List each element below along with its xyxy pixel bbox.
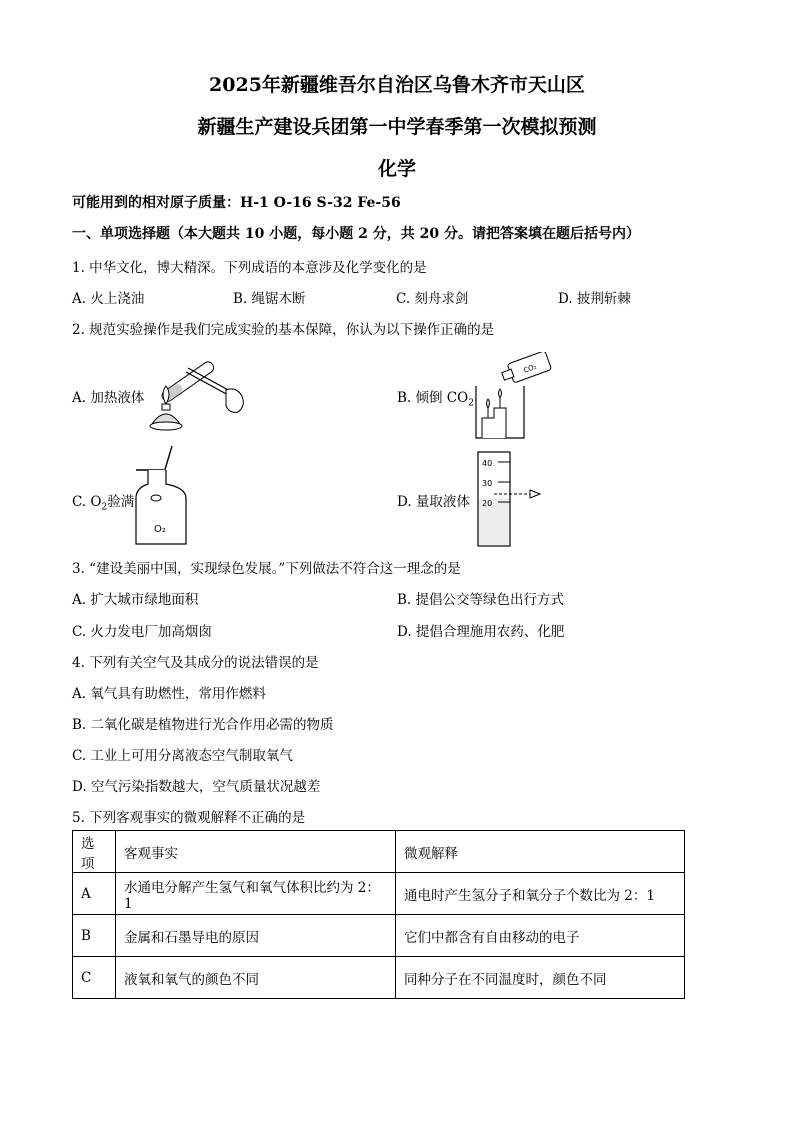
q2-option-d: D. 量取液体: [397, 494, 470, 510]
heating-liquid-figure: [146, 346, 250, 434]
question-3-stem: 3. “建设美丽中国，实现绿色发展。”下列做法不符合这一理念的是: [72, 561, 461, 577]
title-line-2: 新疆生产建设兵团第一中学春季第一次模拟预测: [197, 116, 597, 138]
question-4-stem: 4. 下列有关空气及其成分的说法错误的是: [72, 655, 319, 671]
table-row: [73, 873, 685, 915]
q4-option-b: B. 二氧化碳是植物进行光合作用必需的物质: [72, 717, 334, 733]
cylinder-tick-40: 40: [482, 459, 493, 468]
q2-option-c-prefix: C. O: [72, 494, 102, 510]
q1-option-a: A. 火上浇油: [72, 291, 145, 307]
q2-option-c-subscript: 2: [101, 502, 108, 513]
table-cell: 它们中都含有自由移动的电子: [396, 915, 685, 957]
q5-table: [72, 830, 685, 999]
q4-option-c: C. 工业上可用分离液态空气制取氧气: [72, 748, 293, 764]
table-cell: 金属和石墨导电的原因: [116, 915, 396, 957]
q3-option-c: C. 火力发电厂加高烟囱: [72, 624, 212, 640]
table-cell: B: [73, 915, 116, 957]
q2-option-b-label: B. 倾倒 CO: [397, 390, 469, 406]
table-header-cell: 选项: [73, 831, 116, 873]
measuring-cylinder-figure: [474, 448, 544, 548]
q3-option-a: A. 扩大城市绿地面积: [72, 592, 199, 608]
question-5-stem: 5. 下列客观事实的微观解释不正确的是: [72, 810, 306, 826]
table-row: [73, 915, 685, 957]
pouring-co2-figure: [472, 352, 562, 440]
cylinder-tick-30: 30: [482, 479, 493, 488]
q2-option-c-suffix: 验满: [107, 494, 135, 510]
q4-option-d: D. 空气污染指数越大，空气质量状况越差: [72, 779, 321, 795]
q2-option-a: A. 加热液体: [72, 390, 145, 406]
table-cell: A: [73, 873, 116, 915]
q2-option-b: [397, 386, 474, 409]
co2-bottle-label: CO₂: [522, 362, 538, 375]
question-1-stem: 1. 中华文化，博大精深。下列成语的本意涉及化学变化的是: [72, 260, 427, 276]
q3-option-b: B. 提倡公交等绿色出行方式: [397, 592, 565, 608]
table-cell: 通电时产生氢分子和氧分子个数比为 2：1: [396, 873, 685, 915]
table-cell: 同种分子在不同温度时，颜色不同: [396, 957, 685, 999]
subject-title: 化学: [377, 158, 416, 180]
table-cell: 水通电分解产生氢气和氧气体积比约为 2：1: [116, 873, 396, 915]
table-header-cell: 客观事实: [116, 831, 396, 873]
atomic-mass-note: 可能用到的相对原子质量：H-1 O-16 S-32 Fe-56: [72, 195, 401, 211]
title-line-1: 2025年新疆维吾尔自治区乌鲁木齐市天山区: [209, 74, 585, 96]
q1-option-d: D. 披荆斩棘: [558, 291, 631, 307]
q1-option-b: B. 绳锯木断: [233, 291, 306, 307]
o2-label: O₂: [154, 524, 166, 535]
q2-option-b-subscript: 2: [468, 398, 474, 409]
q4-option-a: A. 氧气具有助燃性，常用作燃料: [72, 686, 266, 702]
cylinder-tick-20: 20: [482, 499, 493, 508]
eye-icon: [530, 490, 540, 498]
section-1-heading: 一、单项选择题（本大题共 10 小题，每小题 2 分，共 20 分。请把答案填在题后括号内）: [72, 226, 640, 242]
table-header-row: [73, 831, 685, 873]
table-cell: C: [73, 957, 116, 999]
q3-option-d: D. 提倡合理施用农药、化肥: [397, 624, 565, 640]
table-header-cell: 微观解释: [396, 831, 685, 873]
q1-option-c: C. 刻舟求剑: [396, 291, 469, 307]
q2-option-c: [72, 490, 134, 513]
table-cell: 液氧和氧气的颜色不同: [116, 957, 396, 999]
oxygen-test-figure: [132, 444, 190, 548]
table-row: [73, 957, 685, 999]
question-2-stem: 2. 规范实验操作是我们完成实验的基本保障，你认为以下操作正确的是: [72, 322, 495, 338]
